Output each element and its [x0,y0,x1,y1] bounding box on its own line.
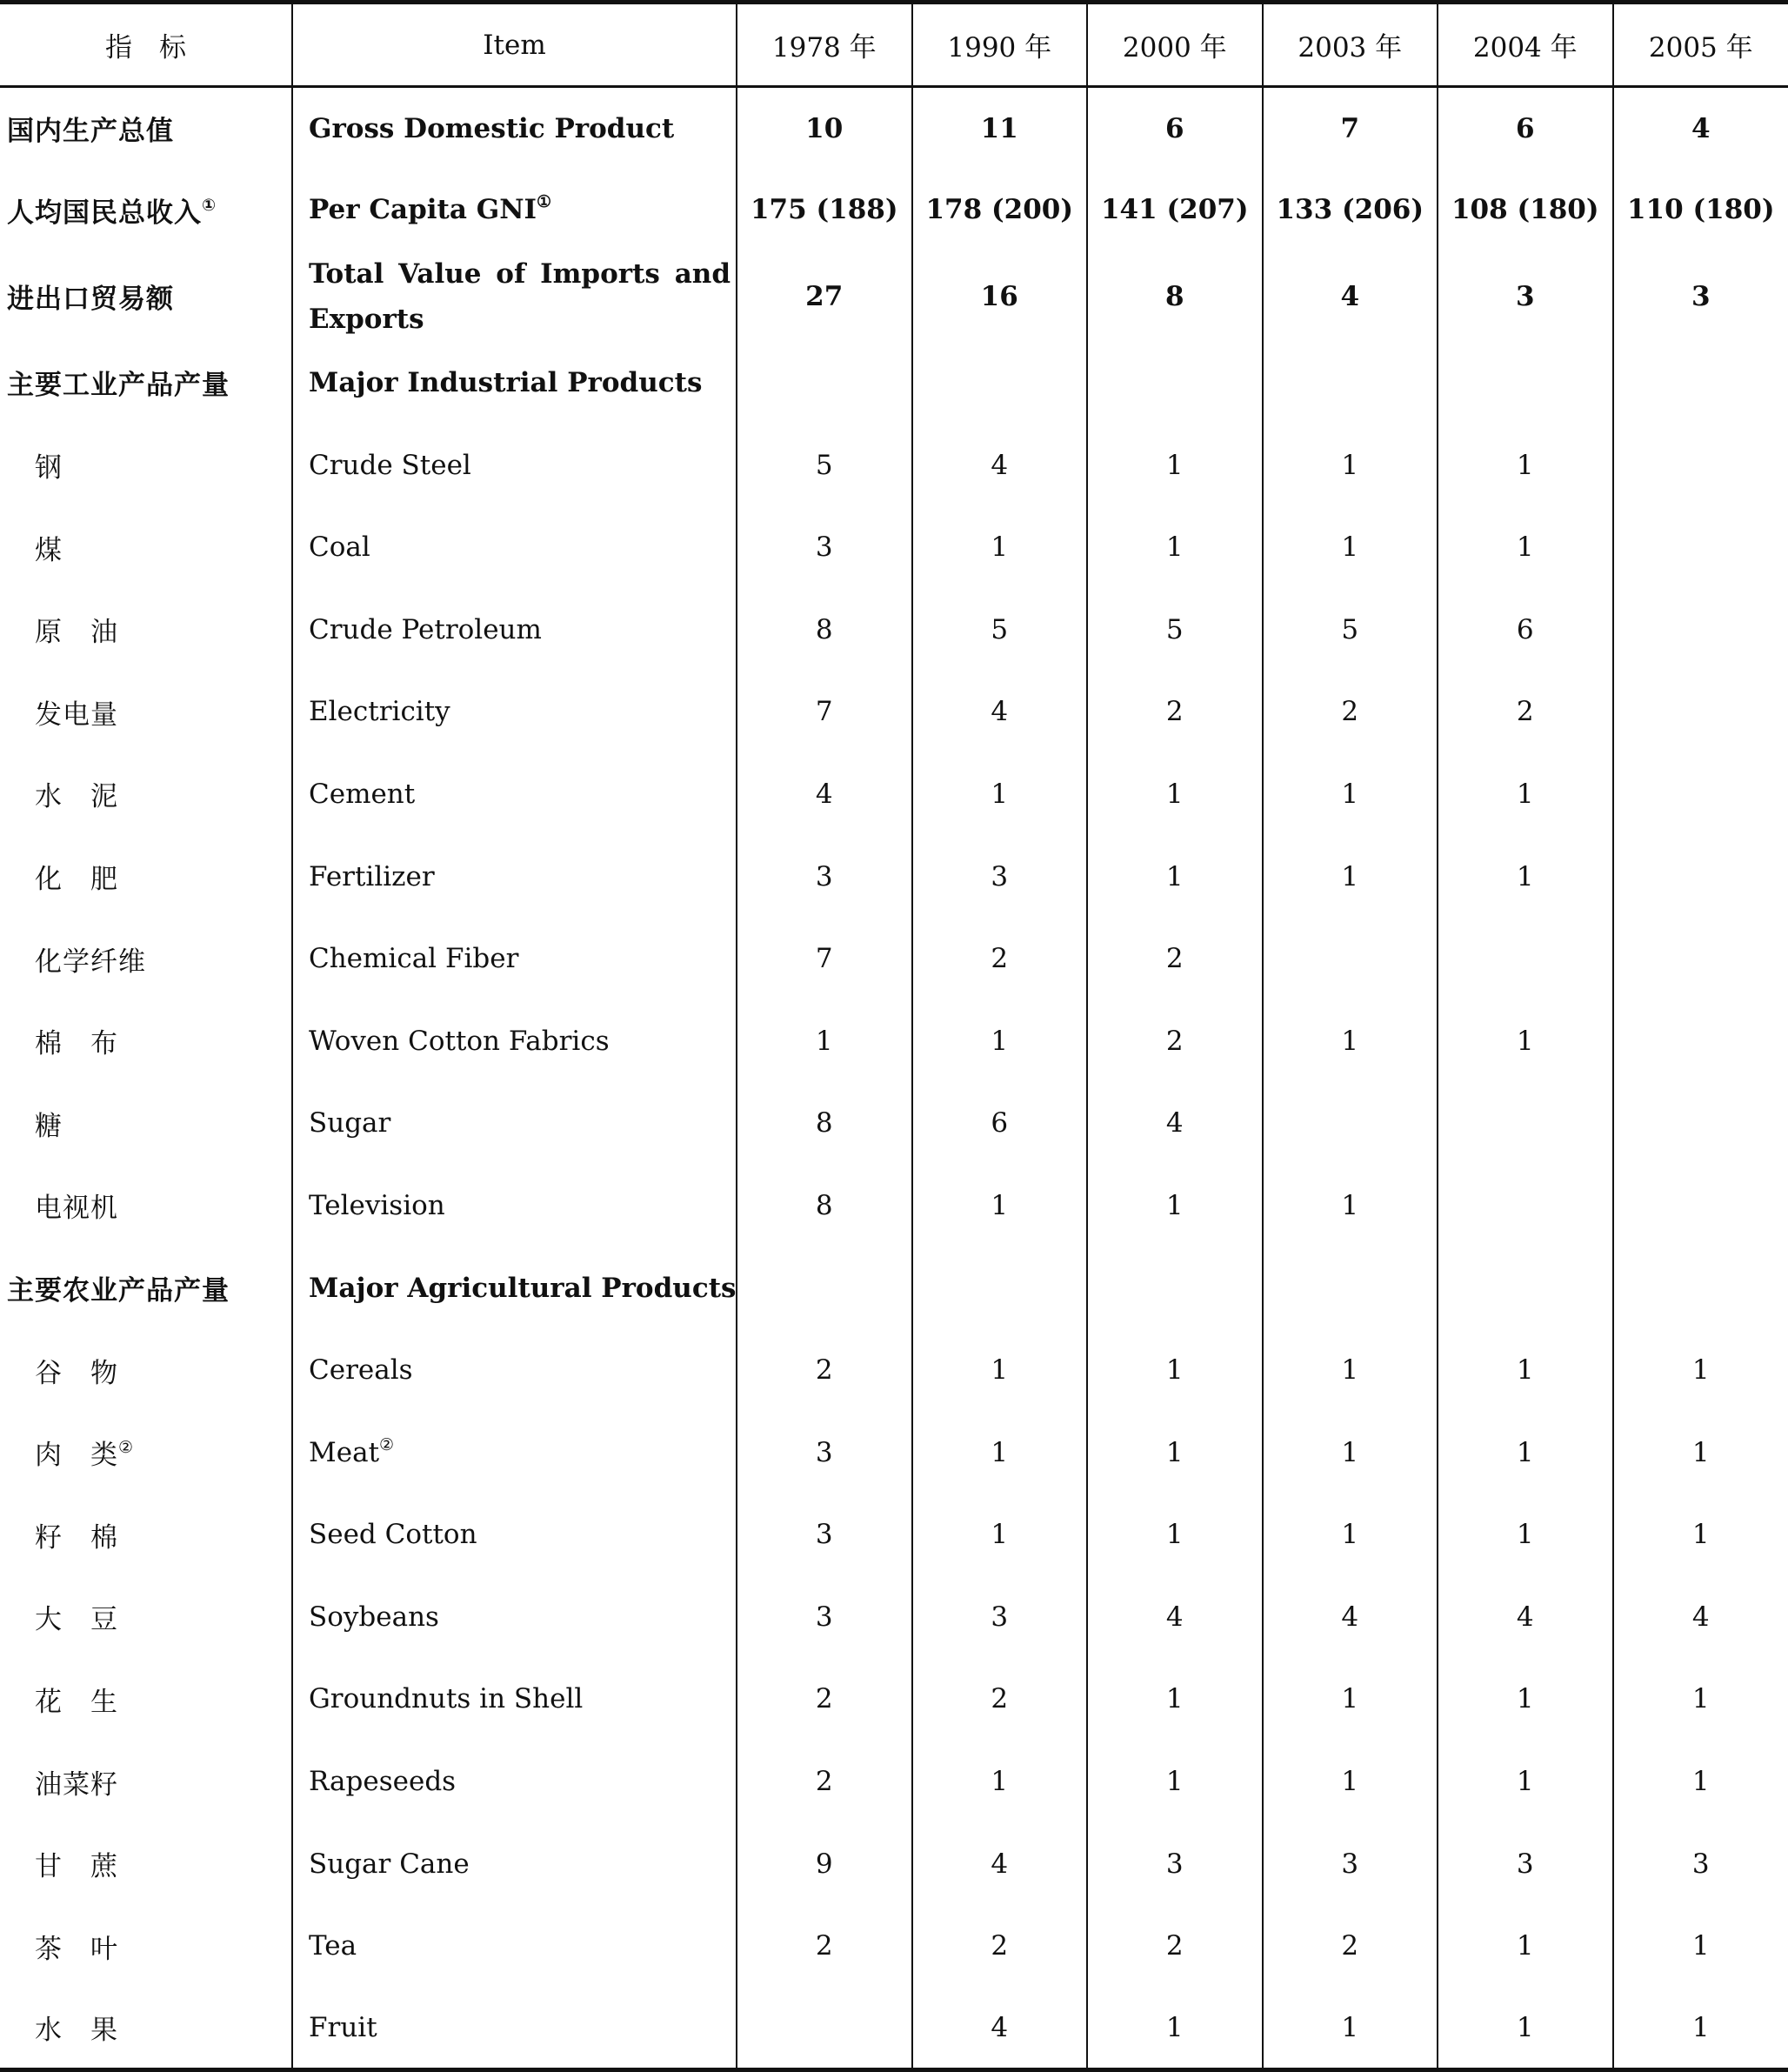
table-cell-2004: 3 [1438,1822,1613,1905]
table-cell-2003: 1 [1263,1494,1438,1576]
row-label-cn-text: 进出口贸易额 [7,284,174,315]
table-cell-1978: 3 [737,1411,912,1494]
row-label-en-text: Sugar [309,1107,390,1139]
table-cell-1978: 8 [737,1165,912,1247]
row-label-cn-text: 钢 [35,452,63,484]
footnote-marker: ① [202,196,217,215]
table-cell-1990: 4 [912,671,1088,753]
table-cell-1990: 1 [912,1411,1088,1494]
row-label-en [292,169,737,251]
table-cell-2004: 1 [1438,1494,1613,1576]
table-cell-1990 [912,1247,1088,1329]
row-label-cn-text: 棉 布 [35,1028,118,1059]
row-label-en [292,87,737,170]
table-cell-1978: 4 [737,753,912,836]
table-row-rapeseeds [0,1741,1788,1823]
row-label-en-text: Crude Steel [309,450,471,481]
row-label-en-text: Cereals [309,1354,413,1386]
table-cell-1978: 10 [737,87,912,170]
header-year-2005: 2005 年 [1613,3,1788,87]
table-cell-2000: 5 [1087,588,1263,671]
table-cell-2000: 2 [1087,671,1263,753]
table-cell-1990: 5 [912,588,1088,671]
table-cell-2000: 1 [1087,1411,1263,1494]
row-label-en [292,1165,737,1247]
table-cell-2004: 1 [1438,1988,1613,2070]
table-cell-2004: 1 [1438,753,1613,836]
table-cell-2004 [1438,1247,1613,1329]
table-cell-2003: 133 (206) [1263,169,1438,251]
table-row-soybeans [0,1576,1788,1659]
table-row-cotton_fab [0,999,1788,1082]
table-cell-2004: 6 [1438,87,1613,170]
table-cell-2003: 1 [1263,999,1438,1082]
table-cell-2000: 1 [1087,1658,1263,1741]
table-cell-1978 [737,1988,912,2070]
table-cell-2005: 1 [1613,1329,1788,1412]
row-label-cn [0,506,292,589]
table-cell-2003: 5 [1263,588,1438,671]
table-row-seedcotton [0,1494,1788,1576]
table-cell-2005 [1613,342,1788,424]
table-cell-2003: 1 [1263,1411,1438,1494]
table-cell-1990: 6 [912,1082,1088,1165]
row-label-cn-text: 肉 类 [35,1440,118,1471]
table-cell-2004: 6 [1438,588,1613,671]
table-cell-2003: 1 [1263,1329,1438,1412]
table-cell-2003: 2 [1263,1905,1438,1988]
row-label-cn-text: 茶 叶 [35,1934,118,1965]
row-label-en [292,753,737,836]
table-cell-1990: 3 [912,835,1088,918]
row-label-en-text: Gross Domestic Product [309,113,674,144]
row-label-cn [0,1822,292,1905]
row-label-cn-text: 甘 蔗 [35,1851,118,1882]
row-label-cn [0,918,292,1000]
row-label-cn [0,169,292,251]
table-cell-2005 [1613,835,1788,918]
table-cell-2000: 8 [1087,251,1263,342]
table-cell-1978: 2 [737,1905,912,1988]
row-label-cn-text: 水 泥 [35,781,118,812]
table-row-coal [0,506,1788,589]
row-label-en-text: Tea [309,1930,357,1962]
table-cell-2005: 4 [1613,87,1788,170]
row-label-en [292,588,737,671]
row-label-en [292,424,737,506]
table-row-fiber [0,918,1788,1000]
row-label-en [292,918,737,1000]
table-cell-2000: 1 [1087,424,1263,506]
table-cell-1978 [737,1247,912,1329]
table-cell-2000: 1 [1087,1329,1263,1412]
table-cell-2005 [1613,588,1788,671]
table-cell-1978: 5 [737,424,912,506]
table-cell-2003: 4 [1263,251,1438,342]
row-label-cn-text: 油菜籽 [35,1769,118,1801]
row-label-en [292,1247,737,1329]
table-cell-2000: 4 [1087,1082,1263,1165]
table-cell-1978: 3 [737,506,912,589]
row-label-en-text: Cement [309,779,415,810]
table-cell-2005: 110 (180) [1613,169,1788,251]
row-label-cn-text: 电视机 [35,1193,118,1224]
row-label-cn-text: 化学纤维 [35,946,146,978]
row-label-en-text: Seed Cotton [309,1519,477,1550]
row-label-en [292,1576,737,1659]
header-year-2003: 2003 年 [1263,3,1438,87]
row-label-cn-text: 化 肥 [35,864,118,895]
table-row-fruit [0,1988,1788,2070]
row-label-cn [0,1494,292,1576]
row-label-en-text: Meat [309,1437,379,1468]
row-label-cn [0,1576,292,1659]
table-cell-2004 [1438,342,1613,424]
table-cell-2003: 4 [1263,1576,1438,1659]
row-label-cn-text: 发电量 [35,699,118,731]
row-label-cn [0,1658,292,1741]
table-cell-1978: 7 [737,671,912,753]
table-cell-2000: 2 [1087,918,1263,1000]
row-label-en-text: Television [309,1190,445,1221]
header-year-2004: 2004 年 [1438,3,1613,87]
table-cell-2000: 2 [1087,999,1263,1082]
row-label-en [292,671,737,753]
row-label-en-text: Major Industrial Products [309,367,702,398]
table-cell-1978: 3 [737,1494,912,1576]
table-row-industrial [0,342,1788,424]
table-cell-2000 [1087,342,1263,424]
row-label-cn-text: 大 豆 [35,1604,118,1635]
row-label-cn-text: 糖 [35,1111,63,1142]
table-cell-1978: 8 [737,588,912,671]
row-label-en [292,835,737,918]
table-cell-2000: 141 (207) [1087,169,1263,251]
table-cell-1990: 1 [912,999,1088,1082]
table-cell-2005: 3 [1613,1822,1788,1905]
row-label-cn-text: 原 油 [35,617,118,648]
row-label-cn [0,1247,292,1329]
row-label-en [292,1411,737,1494]
table-cell-2003 [1263,1247,1438,1329]
table-cell-1990: 2 [912,1905,1088,1988]
row-label-en [292,506,737,589]
table-cell-1990: 4 [912,1822,1088,1905]
table-cell-1990: 16 [912,251,1088,342]
table-cell-1978: 3 [737,835,912,918]
header-year-2000: 2000 年 [1087,3,1263,87]
table-cell-2003: 1 [1263,753,1438,836]
table-cell-2004: 1 [1438,1905,1613,1988]
table-cell-2005 [1613,671,1788,753]
table-cell-2003: 7 [1263,87,1438,170]
table-cell-2000: 2 [1087,1905,1263,1988]
table-cell-1978: 2 [737,1658,912,1741]
table-cell-1990: 1 [912,1741,1088,1823]
row-label-en [292,1082,737,1165]
table-cell-2005 [1613,1247,1788,1329]
row-label-cn [0,1988,292,2070]
table-cell-2000: 1 [1087,1741,1263,1823]
table-cell-2000: 1 [1087,753,1263,836]
row-label-cn-text: 煤 [35,535,63,566]
table-cell-2003: 1 [1263,1988,1438,2070]
table-cell-2005: 1 [1613,1988,1788,2070]
table-cell-2003: 2 [1263,671,1438,753]
table-cell-1990: 11 [912,87,1088,170]
table-cell-2000: 4 [1087,1576,1263,1659]
row-label-cn-text: 籽 棉 [35,1522,118,1554]
table-cell-2000: 3 [1087,1822,1263,1905]
row-label-en [292,1494,737,1576]
table-cell-1978: 175 (188) [737,169,912,251]
row-label-cn-text: 水 果 [35,2015,118,2046]
table-cell-2004: 3 [1438,251,1613,342]
table-row-sugar [0,1082,1788,1165]
table-row-tea [0,1905,1788,1988]
table-cell-1978: 2 [737,1329,912,1412]
table-cell-1990: 1 [912,506,1088,589]
row-label-en [292,1741,737,1823]
table-cell-2005 [1613,999,1788,1082]
table-cell-2003 [1263,1082,1438,1165]
table-header-row [0,3,1788,87]
table-row-sugarcane [0,1822,1788,1905]
table-row-trade [0,251,1788,342]
table-cell-1978 [737,342,912,424]
row-label-en-text: Soybeans [309,1601,439,1633]
table-cell-1978: 1 [737,999,912,1082]
row-label-en [292,1658,737,1741]
table-cell-2005: 1 [1613,1658,1788,1741]
header-item-en: Item [292,3,737,87]
table-row-cement [0,753,1788,836]
row-label-cn [0,87,292,170]
table-cell-1978: 8 [737,1082,912,1165]
row-label-cn-text: 国内生产总值 [7,116,174,147]
table-cell-2003 [1263,342,1438,424]
row-label-en [292,342,737,424]
row-label-cn [0,1329,292,1412]
table-cell-2000: 6 [1087,87,1263,170]
table-row-petroleum [0,588,1788,671]
row-label-cn [0,999,292,1082]
table-cell-2004: 1 [1438,999,1613,1082]
table-body [0,87,1788,2070]
row-label-en [292,1988,737,2070]
row-label-en [292,999,737,1082]
table-cell-1990 [912,342,1088,424]
table-cell-2003 [1263,918,1438,1000]
table-cell-2003: 1 [1263,835,1438,918]
table-cell-1990: 178 (200) [912,169,1088,251]
table-cell-2004: 2 [1438,671,1613,753]
table-cell-2000 [1087,1247,1263,1329]
row-label-en-text: Crude Petroleum [309,614,542,645]
table-cell-2004: 1 [1438,1411,1613,1494]
row-label-cn [0,251,292,342]
table-row-gni [0,169,1788,251]
row-label-cn-text: 人均国民总收入 [7,197,202,229]
table-row-electricity [0,671,1788,753]
table-row-gdp [0,87,1788,170]
table-row-meat [0,1411,1788,1494]
table-cell-2005: 3 [1613,251,1788,342]
table-cell-1978: 9 [737,1822,912,1905]
table-cell-2003: 1 [1263,1165,1438,1247]
row-label-en-text: Chemical Fiber [309,943,518,974]
footnote-marker: ① [537,192,551,211]
row-label-cn [0,1411,292,1494]
row-label-cn [0,588,292,671]
row-label-cn [0,342,292,424]
table-cell-2005 [1613,506,1788,589]
table-cell-2003: 1 [1263,506,1438,589]
table-cell-1990: 2 [912,918,1088,1000]
table-row-groundnuts [0,1658,1788,1741]
row-label-en-text: Per Capita GNI [309,194,537,225]
table-cell-1990: 3 [912,1576,1088,1659]
table-cell-2004: 1 [1438,1658,1613,1741]
table-cell-1978: 27 [737,251,912,342]
row-label-cn-text: 主要工业产品产量 [7,370,230,401]
row-label-en-text: Major Agricultural Products [309,1273,736,1304]
table-cell-1990: 4 [912,1988,1088,2070]
row-label-en [292,251,737,342]
table-cell-2005: 1 [1613,1905,1788,1988]
row-label-cn [0,753,292,836]
table-cell-2003: 1 [1263,1658,1438,1741]
row-label-cn [0,1165,292,1247]
table-cell-1990: 1 [912,1165,1088,1247]
row-label-en-text: Woven Cotton Fabrics [309,1026,610,1057]
table-cell-2005 [1613,918,1788,1000]
table-cell-2004: 1 [1438,506,1613,589]
row-label-cn-text: 主要农业产品产量 [7,1275,230,1307]
table-cell-2005 [1613,424,1788,506]
table-row-cereals [0,1329,1788,1412]
footnote-marker: ② [379,1435,394,1454]
table-cell-2004: 1 [1438,835,1613,918]
row-label-en [292,1905,737,1988]
table-cell-2004: 108 (180) [1438,169,1613,251]
row-label-en-text: Fruit [309,2012,377,2043]
table-cell-2000: 1 [1087,506,1263,589]
table-cell-1978: 3 [737,1576,912,1659]
table-cell-2000: 1 [1087,1988,1263,2070]
table-cell-2005: 1 [1613,1411,1788,1494]
table-cell-1990: 1 [912,753,1088,836]
table-cell-2004 [1438,918,1613,1000]
row-label-cn [0,835,292,918]
table-cell-2004: 1 [1438,424,1613,506]
table-cell-1978: 7 [737,918,912,1000]
table-row-agri [0,1247,1788,1329]
table-cell-2000: 1 [1087,835,1263,918]
table-cell-2003: 1 [1263,424,1438,506]
row-label-en-text: Total Value of Imports and Exports [309,258,731,335]
table-cell-1990: 4 [912,424,1088,506]
table-cell-2004: 4 [1438,1576,1613,1659]
row-label-cn-text: 花 生 [35,1687,118,1718]
table-cell-2000: 1 [1087,1165,1263,1247]
table-cell-1990: 1 [912,1494,1088,1576]
table-row-steel [0,424,1788,506]
row-label-en-text: Electricity [309,696,450,727]
table-row-tv [0,1165,1788,1247]
row-label-cn [0,1741,292,1823]
table-cell-2005: 1 [1613,1741,1788,1823]
row-label-cn-text: 谷 物 [35,1358,118,1389]
row-label-cn [0,424,292,506]
table-cell-2005 [1613,1082,1788,1165]
row-label-en-text: Coal [309,531,370,563]
table-cell-2005 [1613,753,1788,836]
table-cell-2004 [1438,1165,1613,1247]
header-year-1978: 1978 年 [737,3,912,87]
row-label-cn [0,1082,292,1165]
table-cell-1990: 1 [912,1329,1088,1412]
table-cell-2005 [1613,1165,1788,1247]
table-cell-2005: 1 [1613,1494,1788,1576]
row-label-en [292,1822,737,1905]
table-cell-1978: 2 [737,1741,912,1823]
table-cell-2003: 1 [1263,1741,1438,1823]
header-year-1990: 1990 年 [912,3,1088,87]
table-cell-2004 [1438,1082,1613,1165]
row-label-en [292,1329,737,1412]
table-cell-2004: 1 [1438,1741,1613,1823]
table-row-fertilizer [0,835,1788,918]
row-label-en-text: Fertilizer [309,861,435,892]
row-label-en-text: Sugar Cane [309,1848,470,1880]
row-label-cn [0,1905,292,1988]
table-cell-1990: 2 [912,1658,1088,1741]
row-label-cn [0,671,292,753]
footnote-marker: ② [118,1438,134,1457]
header-item-cn: 指 标 [0,3,292,87]
table-cell-2003: 3 [1263,1822,1438,1905]
row-label-en-text: Groundnuts in Shell [309,1683,583,1714]
table-cell-2005: 4 [1613,1576,1788,1659]
row-label-en-text: Rapeseeds [309,1766,456,1797]
table-cell-2004: 1 [1438,1329,1613,1412]
table-cell-2000: 1 [1087,1494,1263,1576]
